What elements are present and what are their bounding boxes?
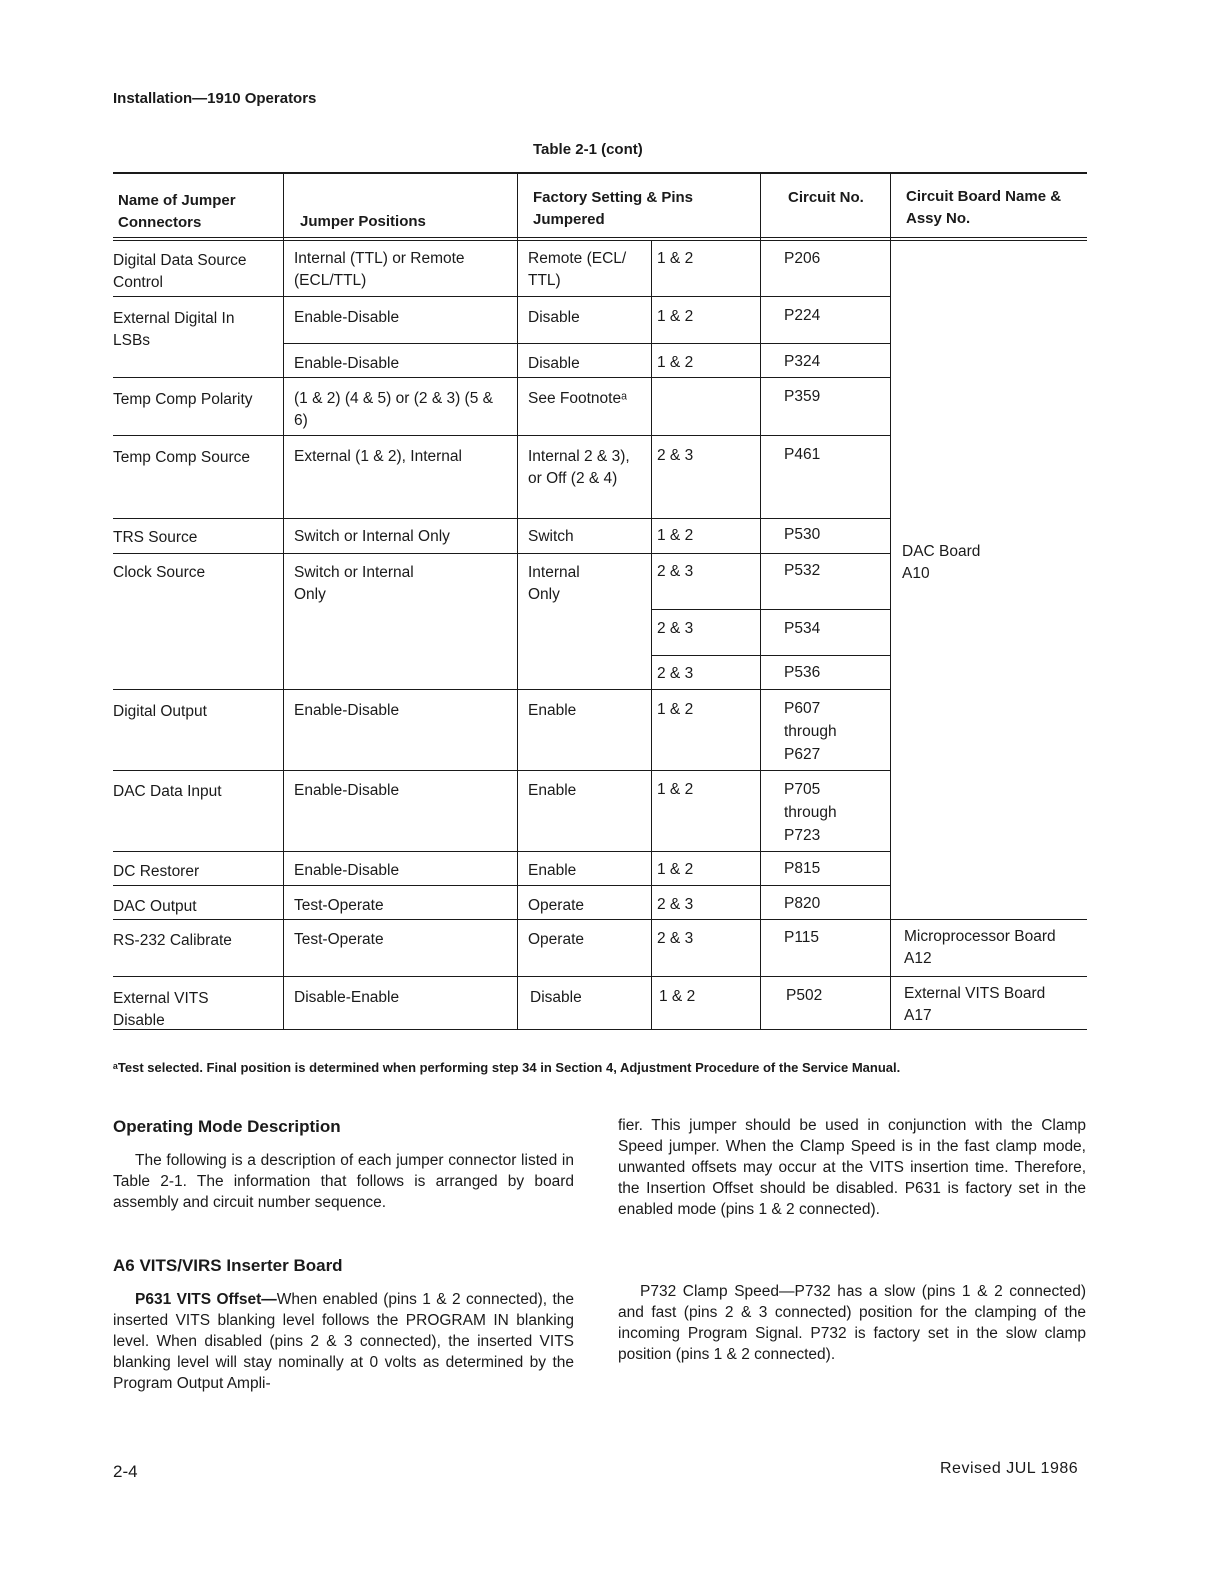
table-cell-pins: 2 & 3 — [657, 896, 694, 913]
table-cell-positions: External (1 & 2), Internal — [294, 448, 462, 465]
table-cell-setting: Enable — [528, 702, 577, 719]
table-cell-pins: 2 & 3 — [657, 620, 694, 637]
table-cell-positions: Enable-Disable — [294, 782, 400, 799]
table-cell-positions: Test-Operate — [294, 897, 384, 914]
p732-paragraph: P732 Clamp Speed—P732 has a slow (pins 1 & 2 connected) and fast (pins 2 & 3 connected) position for the clamping of the incoming Program Signal. P732 is factory set in the slow clamp position (pins 1 & 2 connected). — [618, 1283, 1086, 1363]
table-cell-setting: See Footnoteᵃ — [528, 390, 627, 407]
table-caption: Table 2-1 (cont) — [533, 141, 643, 158]
column-header-name: Name of Jumper Connectors — [118, 192, 236, 231]
page-number: 2-4 — [113, 1462, 138, 1481]
table-cell-name: External VITS Disable — [113, 990, 209, 1029]
table-cell-name: Temp Comp Source — [113, 449, 250, 466]
table-cell-circuit: P115 — [784, 929, 820, 946]
table-cell-pins: 1 & 2 — [659, 988, 696, 1005]
table-cell-pins: 1 & 2 — [657, 527, 694, 544]
table-cell-setting: Remote (ECL/ TTL) — [528, 250, 627, 289]
table-cell-positions: Enable-Disable — [294, 355, 400, 372]
table-cell-circuit: P534 — [784, 620, 821, 637]
table-cell-setting: Disable — [528, 309, 580, 326]
table-cell-name: DC Restorer — [113, 863, 200, 880]
table-cell-pins: 1 & 2 — [657, 781, 694, 798]
table-cell-setting: Switch — [528, 528, 574, 545]
table-cell-circuit: P206 — [784, 250, 821, 267]
p631-text: When enabled (pins 1 & 2 connected), the inserted VITS blanking level follows the PROGRAM IN blanking level. When disabled (pins 2 & 3 connected), the inserted VITS blanking level will stay nominally at 0 volts as determined by the Program Output Ampli- — [113, 1291, 575, 1392]
column-header-positions: Jumper Positions — [300, 213, 426, 230]
board-cell-microprocessor: Microprocessor Board A12 — [904, 928, 1056, 967]
table-cell-positions: Enable-Disable — [294, 309, 400, 326]
table-cell-circuit: P815 — [784, 860, 821, 877]
table-cell-circuit: P820 — [784, 895, 821, 912]
table-cell-setting: Enable — [528, 782, 577, 799]
table-cell-circuit: P359 — [784, 388, 821, 405]
table-cell-circuit: P324 — [784, 353, 821, 370]
table-cell-name: Digital Output — [113, 703, 207, 720]
table-cell-name: External Digital In LSBs — [113, 310, 235, 349]
table-cell-name: Clock Source — [113, 564, 206, 581]
table-footnote: ᵃTest selected. Final position is determined when performing step 34 in Section 4, Adjustment Procedure of the Service Manual. — [113, 1060, 901, 1075]
table-cell-name: Digital Data Source Control — [113, 252, 247, 291]
table-cell-circuit: P530 — [784, 526, 821, 543]
table-cell-setting: Enable — [528, 862, 577, 879]
table-cell-pins: 1 & 2 — [657, 250, 694, 267]
table-cell-setting: Disable — [530, 989, 582, 1006]
table-cell-name: DAC Output — [113, 898, 197, 915]
table-cell-circuit: P607 through P627 — [784, 700, 837, 763]
page-header-title: Installation—1910 Operators — [113, 90, 317, 107]
table-cell-name: TRS Source — [113, 529, 198, 546]
board-cell-dac: DAC Board A10 — [902, 543, 981, 582]
table-cell-circuit: P532 — [784, 562, 821, 579]
table-cell-positions: Enable-Disable — [294, 702, 400, 719]
section-heading-a6-board: A6 VITS/VIRS Inserter Board — [113, 1256, 343, 1275]
table-cell-positions: Enable-Disable — [294, 862, 400, 879]
operating-mode-paragraph: The following is a description of each jumper connector listed in Table 2-1. The information that follows is arranged by board assembly and circuit number sequence. — [113, 1152, 574, 1211]
table-cell-pins: 2 & 3 — [657, 563, 694, 580]
table-cell-setting: Internal 2 & 3), or Off (2 & 4) — [528, 448, 630, 487]
table-cell-setting: Internal Only — [528, 564, 580, 603]
board-cell-external-vits: External VITS Board A17 — [904, 985, 1046, 1024]
table-cell-setting: Disable — [528, 355, 580, 372]
table-cell-pins: 1 & 2 — [657, 354, 694, 371]
column-header-factory: Factory Setting & Pins Jumpered — [533, 189, 694, 228]
table-cell-positions: Internal (TTL) or Remote (ECL/TTL) — [294, 250, 465, 289]
table-cell-pins: 2 & 3 — [657, 447, 694, 464]
table-cell-pins: 2 & 3 — [657, 930, 694, 947]
p631-lead: P631 VITS Offset— — [135, 1291, 277, 1308]
table-cell-name: RS-232 Calibrate — [113, 932, 232, 949]
table-cell-setting: Operate — [528, 897, 585, 914]
table-cell-circuit: P502 — [786, 987, 823, 1004]
table-cell-pins: 2 & 3 — [657, 665, 694, 682]
revision-date: Revised JUL 1986 — [940, 1460, 1079, 1477]
table-cell-pins: 1 & 2 — [657, 701, 694, 718]
table-cell-positions: (1 & 2) (4 & 5) or (2 & 3) (5 & 6) — [294, 390, 493, 429]
table-cell-positions: Switch or Internal Only — [294, 564, 414, 603]
p631-paragraph — [113, 1289, 574, 1394]
table-cell-positions: Test-Operate — [294, 931, 384, 948]
section-heading-operating-mode: Operating Mode Description — [113, 1117, 341, 1136]
table-cell-pins: 1 & 2 — [657, 308, 694, 325]
table-cell-positions: Disable-Enable — [294, 989, 400, 1006]
table-cell-circuit: P536 — [784, 664, 821, 681]
table-cell-circuit: P224 — [784, 307, 821, 324]
table-cell-circuit: P461 — [784, 446, 821, 463]
column-header-circuit: Circuit No. — [788, 189, 864, 206]
table-cell-setting: Operate — [528, 931, 585, 948]
p631-continuation-paragraph: fier. This jumper should be used in conjunction with the Clamp Speed jumper. When the Clamp Speed is in the fast clamp mode, unwanted offsets may occur at the VITS insertion time. Therefore, the Insertion Offset should be disabled. P631 is factory set in the enabled mode (pins 1 & 2 connected). — [618, 1117, 1086, 1218]
table-cell-positions: Switch or Internal Only — [294, 528, 450, 545]
table-cell-name: Temp Comp Polarity — [113, 391, 253, 408]
table-cell-name: DAC Data Input — [113, 783, 222, 800]
table-cell-circuit: P705 through P723 — [784, 781, 837, 844]
table-cell-pins: 1 & 2 — [657, 861, 694, 878]
column-header-board: Circuit Board Name & Assy No. — [906, 188, 1062, 227]
